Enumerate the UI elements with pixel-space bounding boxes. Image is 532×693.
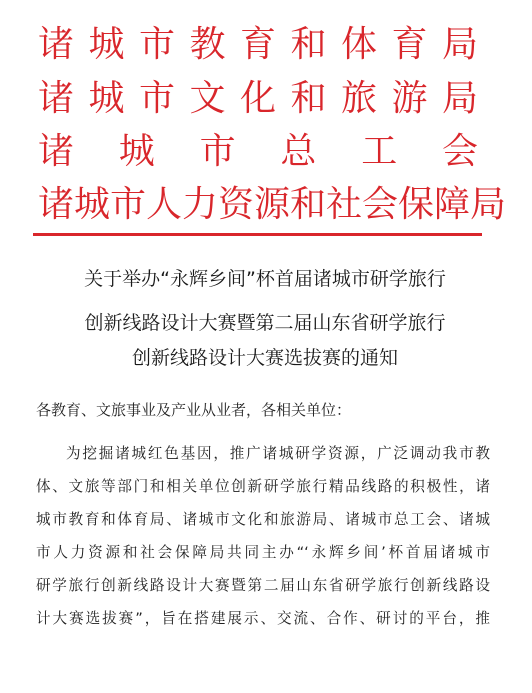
body-line: 为挖掘诸城红色基因，推广诸城研学资源，广泛调动我市教	[66, 445, 490, 462]
org-culture-tourism: 诸城市文化和旅游局	[38, 78, 478, 119]
notice-title-line-3: 创新线路设计大赛选拔赛的通知	[131, 347, 398, 369]
body-line: 城市教育和体育局、诸城市文化和旅游局、诸城市总工会、诸城	[36, 511, 490, 528]
body-text	[36, 437, 490, 635]
body-line: 市人力资源和社会保障局共同主办“‘永辉乡间’杯首届诸城市	[36, 544, 490, 561]
body-line: 研学旅行创新线路设计大赛暨第二届山东省研学旅行创新线路设	[36, 577, 490, 594]
header-divider	[33, 233, 482, 236]
body-line: 计大赛选拔赛”，旨在搭建展示、交流、合作、研讨的平台，推	[36, 610, 490, 627]
org-trade-union: 诸城市总工会	[38, 131, 478, 172]
notice-title-line-2: 创新线路设计大赛暨第二届山东省研学旅行	[84, 312, 446, 334]
org-education-sports: 诸城市教育和体育局	[38, 24, 478, 65]
org-human-resources: 诸城市人力资源和社会保障局	[38, 184, 507, 225]
body-line: 体、文旅等部门和相关单位创新研学旅行精品线路的积极性，诸	[36, 478, 490, 495]
notice-title-line-1: 关于举办“永辉乡间”杯首届诸城市研学旅行	[84, 268, 446, 290]
salutation: 各教育、文旅事业及产业从业者，各相关单位：	[36, 401, 352, 419]
